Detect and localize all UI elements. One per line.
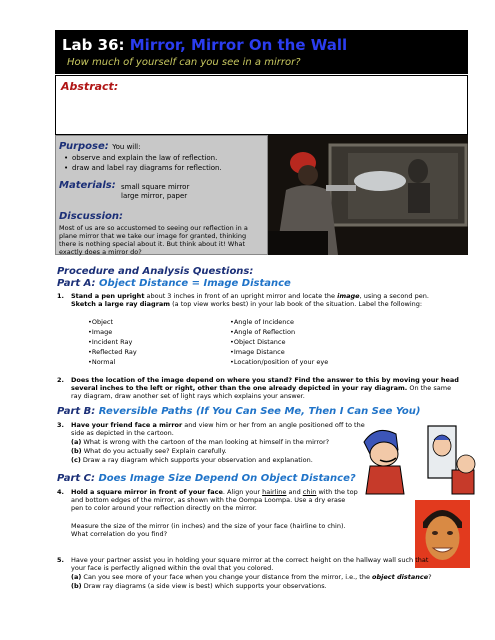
part-a-title: Object Distance = Image Distance bbox=[99, 278, 291, 289]
part-b-label: Part B: bbox=[57, 406, 96, 417]
page-title bbox=[62, 36, 347, 54]
lab-number: Lab 36: bbox=[62, 36, 125, 54]
label-item: • Normal bbox=[88, 357, 137, 367]
q3-number: 3. bbox=[57, 421, 64, 429]
mirror-cartoon bbox=[356, 420, 476, 495]
purpose-list bbox=[72, 153, 222, 173]
photo-illustration bbox=[268, 135, 468, 255]
q4-line-4: Measure the size of the mirror (in inches) and the size of your face (hairline to chin). bbox=[71, 522, 346, 530]
purpose-intro: You will: bbox=[112, 143, 141, 151]
q1-image-word: image bbox=[337, 292, 360, 300]
q5a bbox=[71, 573, 432, 581]
q1-bold-1: Stand a pen upright bbox=[71, 292, 145, 300]
q3c-text: Draw a ray diagram which supports your observation and explanation. bbox=[82, 456, 313, 464]
q3a-text: What is wrong with the cartoon of the man looking at himself in the mirror? bbox=[83, 438, 330, 446]
cartoon-illustration bbox=[356, 420, 476, 495]
abstract-label: Abstract: bbox=[61, 80, 119, 93]
label-item: • Image Distance bbox=[230, 347, 328, 357]
q3-line-1 bbox=[71, 421, 365, 429]
mirror-photo bbox=[268, 135, 468, 255]
q5a-tag: (a) bbox=[71, 573, 82, 581]
q3b-text: What do you actually see? Explain carefully. bbox=[83, 447, 227, 455]
labels-right-list bbox=[230, 317, 328, 367]
q2-rest: On the same bbox=[407, 384, 452, 392]
q1-number: 1. bbox=[57, 292, 64, 300]
q1-text-1: about 3 inches in front of an upright mirror and locate the bbox=[144, 292, 338, 300]
discussion-text: Most of us are so accustomed to seeing our reflection in a plane mirror that we take our image for granted, thinking there is nothing special about it. But think about it! What exactly does a mirror do? bbox=[59, 224, 248, 256]
q4-t1: . Align your bbox=[222, 488, 263, 496]
label-item: • Image bbox=[88, 327, 137, 337]
q4-line-2: and bottom edges of the mirror, as shown with the Oompa Loompa. Use a dry erase bbox=[71, 496, 346, 504]
q4-hairline: hairline bbox=[262, 488, 287, 496]
q2-line-2 bbox=[71, 384, 451, 392]
labels-left-list bbox=[88, 317, 137, 367]
q2-bold: several inches to the left or right, other than the one already depicted in your ray diagram. bbox=[71, 384, 408, 392]
materials-heading: Materials: bbox=[59, 180, 116, 191]
q1-line-2 bbox=[71, 300, 422, 308]
part-c-title: Does Image Size Depend On Object Distance? bbox=[98, 473, 356, 484]
label-item: • Angle of Incidence bbox=[230, 317, 328, 327]
q3-bold: Have your friend face a mirror bbox=[71, 421, 183, 429]
lab-name: Mirror, Mirror On the Wall bbox=[129, 36, 348, 54]
q1-bold-2: Sketch a large ray diagram bbox=[71, 300, 171, 308]
label-item: • Angle of Reflection bbox=[230, 327, 328, 337]
label-item: • Object Distance bbox=[230, 337, 328, 347]
purpose-heading-text: Purpose: bbox=[59, 141, 109, 152]
q2-line-1: Does the location of the image depend on where you stand? Find the answer to this by moving your head bbox=[71, 376, 459, 384]
purpose-heading bbox=[59, 141, 141, 152]
part-b-heading bbox=[57, 406, 420, 417]
q3-text: and view him or her from an angle positioned off to the bbox=[182, 421, 365, 429]
q4-chin: chin bbox=[302, 488, 317, 496]
q3c-tag: (c) bbox=[71, 456, 81, 464]
part-a-label: Part A: bbox=[57, 278, 96, 289]
q3-line-2: side as depicted in the cartoon. bbox=[71, 429, 174, 437]
q4-t3: with the top bbox=[316, 488, 358, 496]
label-item: • Reflected Ray bbox=[88, 347, 137, 357]
discussion-heading: Discussion: bbox=[59, 211, 124, 222]
materials-item: large mirror, paper bbox=[121, 192, 188, 200]
q3a bbox=[71, 438, 329, 446]
title-banner bbox=[55, 30, 468, 74]
purpose-item: • draw and label ray diagrams for reflection. bbox=[72, 163, 222, 173]
q5b-tag: (b) bbox=[71, 582, 82, 590]
q5b bbox=[71, 582, 327, 590]
q1-text-2: , using a second pen. bbox=[359, 292, 429, 300]
materials-list bbox=[121, 183, 189, 201]
q3b bbox=[71, 447, 227, 455]
q1-text-3: (a top view works best) in your lab book of the situation. Label the following: bbox=[170, 300, 423, 308]
materials-item: small square mirror bbox=[121, 183, 190, 191]
part-a-heading bbox=[57, 278, 291, 289]
q3c bbox=[71, 456, 313, 464]
q5-line-1: Have your partner assist you in holding your square mirror at the correct height on the hallway wall such that bbox=[71, 556, 429, 564]
part-b-title: Reversible Paths (If You Can See Me, Then I Can See You) bbox=[98, 406, 421, 417]
part-c-heading bbox=[57, 473, 356, 484]
q5b-text: Draw ray diagrams (a side view is best) which supports your observations. bbox=[83, 582, 327, 590]
q4-bold: Hold a square mirror in front of your face bbox=[71, 488, 223, 496]
abstract-box bbox=[55, 75, 468, 135]
label-item: • Object bbox=[88, 317, 137, 327]
procedure-heading: Procedure and Analysis Questions: bbox=[57, 266, 254, 277]
q5a-text: Can you see more of your face when you change your distance from the mirror, i.e., the bbox=[83, 573, 373, 581]
q2-line-3: ray diagram, draw another set of light rays which explains your answer. bbox=[71, 392, 305, 400]
q3a-tag: (a) bbox=[71, 438, 82, 446]
q1-line-1 bbox=[71, 292, 429, 300]
label-item: • Location/position of your eye bbox=[230, 357, 328, 367]
q5a-end: ? bbox=[428, 573, 432, 581]
info-panel bbox=[55, 135, 268, 255]
q2-number: 2. bbox=[57, 376, 64, 384]
q4-line-5: What correlation do you find? bbox=[71, 530, 168, 538]
q5a-term: object distance bbox=[372, 573, 429, 581]
q5-number: 5. bbox=[57, 556, 64, 564]
q4-t2: and bbox=[286, 488, 303, 496]
q4-number: 4. bbox=[57, 488, 64, 496]
q5-line-2: your face is perfectly aligned within the oval that you colored. bbox=[71, 564, 274, 572]
part-c-label: Part C: bbox=[57, 473, 95, 484]
q3b-tag: (b) bbox=[71, 447, 82, 455]
label-item: • Incident Ray bbox=[88, 337, 137, 347]
q4-line-1 bbox=[71, 488, 358, 496]
page-subtitle: How much of yourself can you see in a mirror? bbox=[67, 57, 301, 68]
purpose-item: • observe and explain the law of reflection. bbox=[72, 153, 222, 163]
q4-line-3: pen to color around your reflection directly on the mirror. bbox=[71, 504, 257, 512]
